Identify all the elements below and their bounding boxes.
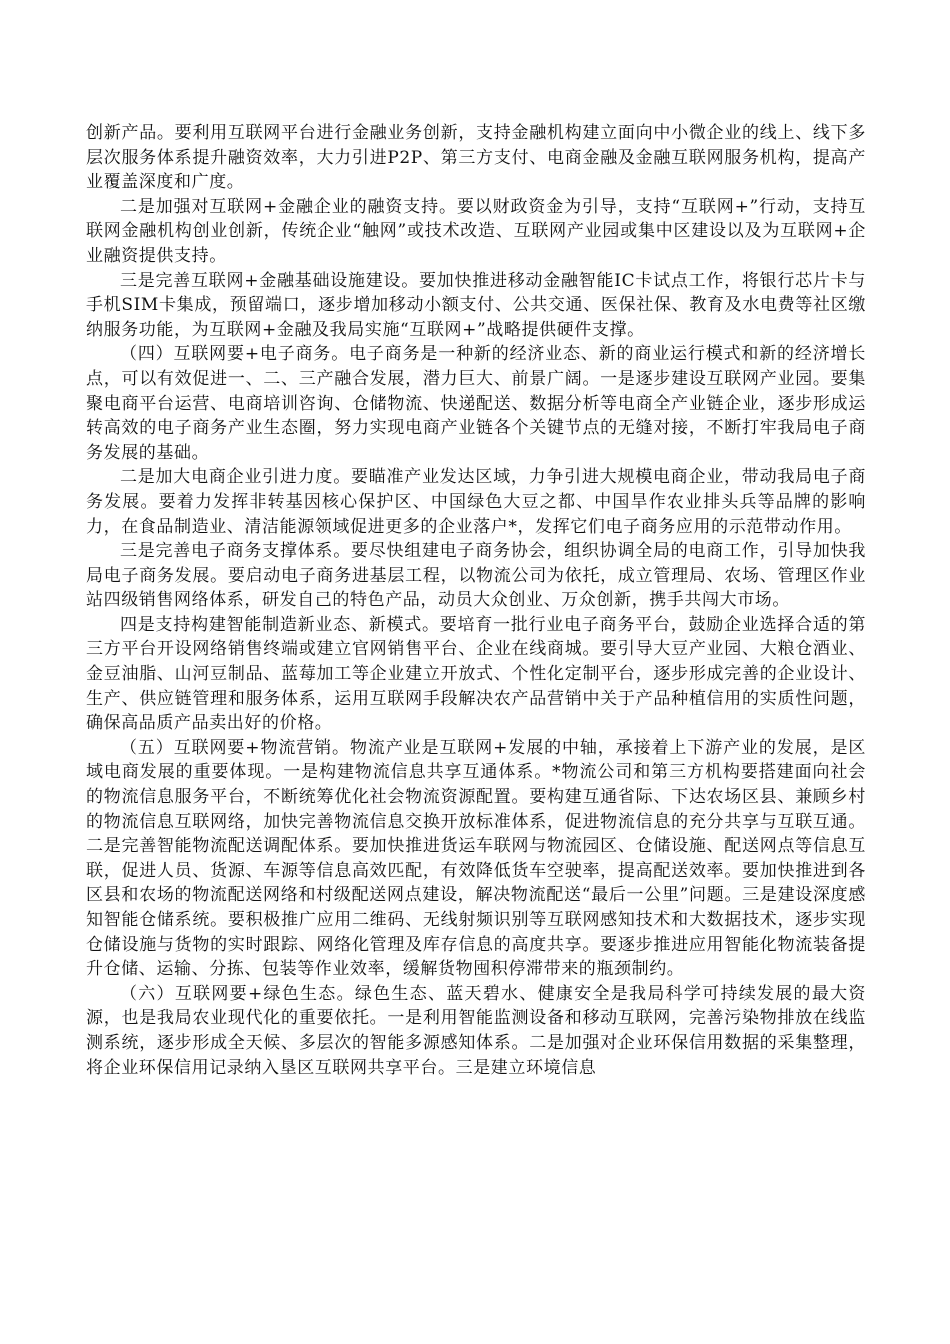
paragraph-continued: 创新产品。要利用互联网平台进行金融业务创新，支持金融机构建立面向中小微企业的线上、线下多层次服务体系提升融资效率，大力引进P2P、第三方支付、电商金融及金融互联网服务机构，提高产业覆盖深度和广度。 xyxy=(86,123,866,193)
paragraph: 四是支持构建智能制造新业态、新模式。要培育一批行业电子商务平台，鼓励企业选择合适的第三方平台开设网络销售终端或建立官网销售平台、企业在线商城。要引导大豆产业园、大粮仓酒业、金豆油脂、山河豆制品、蓝莓加工等企业建立开放式、个性化定制平台，逐步形成完善的企业设计、生产、供应链管理和服务体系，运用互联网手段解决农产品营销中关于产品种植信用的实质性问题，确保高品质产品卖出好的价格。 xyxy=(86,614,866,734)
paragraph-section-6: （六）互联网要+绿色生态。绿色生态、蓝天碧水、健康安全是我局科学可持续发展的最大资源，也是我局农业现代化的重要依托。一是利用智能监测设备和移动互联网，完善污染物排放在线监测系统，逐步形成全天候、多层次的智能多源感知体系。二是加强对企业环保信用数据的采集整理，将企业环保信用记录纳入垦区互联网共享平台。三是建立环境信息 xyxy=(86,983,866,1078)
paragraph: 三是完善电子商务支撑体系。要尽快组建电子商务协会，组织协调全局的电商工作，引导加快我局电子商务发展。要启动电子商务进基层工程，以物流公司为依托，成立管理局、农场、管理区作业站四级销售网络体系，研发自己的特色产品，动员大众创业、万众创新，携手共闯大市场。 xyxy=(86,541,866,611)
paragraph-section-4: （四）互联网要+电子商务。电子商务是一种新的经济业态、新的商业运行模式和新的经济增长点，可以有效促进一、二、三产融合发展，潜力巨大、前景广阔。一是逐步建设互联网产业园。要集聚电商平台运营、电商培训咨询、仓储物流、快递配送、数据分析等电商全产业链企业，逐步形成运转高效的电子商务产业生态圈，努力实现电商产业链各个关键节点的无缝对接，不断打牢我局电子商务发展的基础。 xyxy=(86,344,866,463)
paragraph: 二是加大电商企业引进力度。要瞄准产业发达区域，力争引进大规模电商企业，带动我局电子商务发展。要着力发挥非转基因核心保护区、中国绿色大豆之都、中国旱作农业排头兵等品牌的影响力，在食品制造业、清洁能源领域促进更多的企业落户*，发挥它们电子商务应用的示范带动作用。 xyxy=(86,467,866,537)
paragraph: 二是加强对互联网+金融企业的融资支持。要以财政资金为引导，支持“互联网+”行动，支持互联网金融机构创业创新，传统企业“触网”或技术改造、互联网产业园或集中区建设以及为互联网+企业融资提供支持。 xyxy=(86,196,866,266)
paragraph: 三是完善互联网+金融基础设施建设。要加快推进移动金融智能IC卡试点工作，将银行芯片卡与手机SIM卡集成，预留端口，逐步增加移动小额支付、公共交通、医保社保、教育及水电费等社区缴纳服务功能，为互联网+金融及我局实施“互联网+”战略提供硬件支撑。 xyxy=(86,270,866,340)
paragraph-section-5: （五）互联网要+物流营销。物流产业是互联网+发展的中轴，承接着上下游产业的发展，是区域电商发展的重要体现。一是构建物流信息共享互通体系。*物流公司和第三方机构要搭建面向社会的物流信息服务平台，不断统筹优化社会物流资源配置。要构建互通省际、下达农场区县、兼顾乡村的物流信息互联网络，加快完善物流信息交换开放标准体系，促进物流信息的充分共享与互联互通。二是完善智能物流配送调配体系。要加快推进货运车联网与物流园区、仓储设施、配送网点等信息互联，促进人员、货源、车源等信息高效匹配，有效降低货车空驶率，提高配送效率。要加快推进到各区县和农场的物流配送网络和村级配送网点建设，解决物流配送“最后一公里”问题。三是建设深度感知智能仓储系统。要积极推广应用二维码、无线射频识别等互联网感知技术和大数据技术，逐步实现仓储设施与货物的实时跟踪、网络化管理及库存信息的高度共享。要逐步推进应用智能化物流装备提升仓储、运输、分拣、包装等作业效率，缓解货物囤积停滞带来的瓶颈制约。 xyxy=(86,737,866,980)
document-body xyxy=(86,121,866,1080)
